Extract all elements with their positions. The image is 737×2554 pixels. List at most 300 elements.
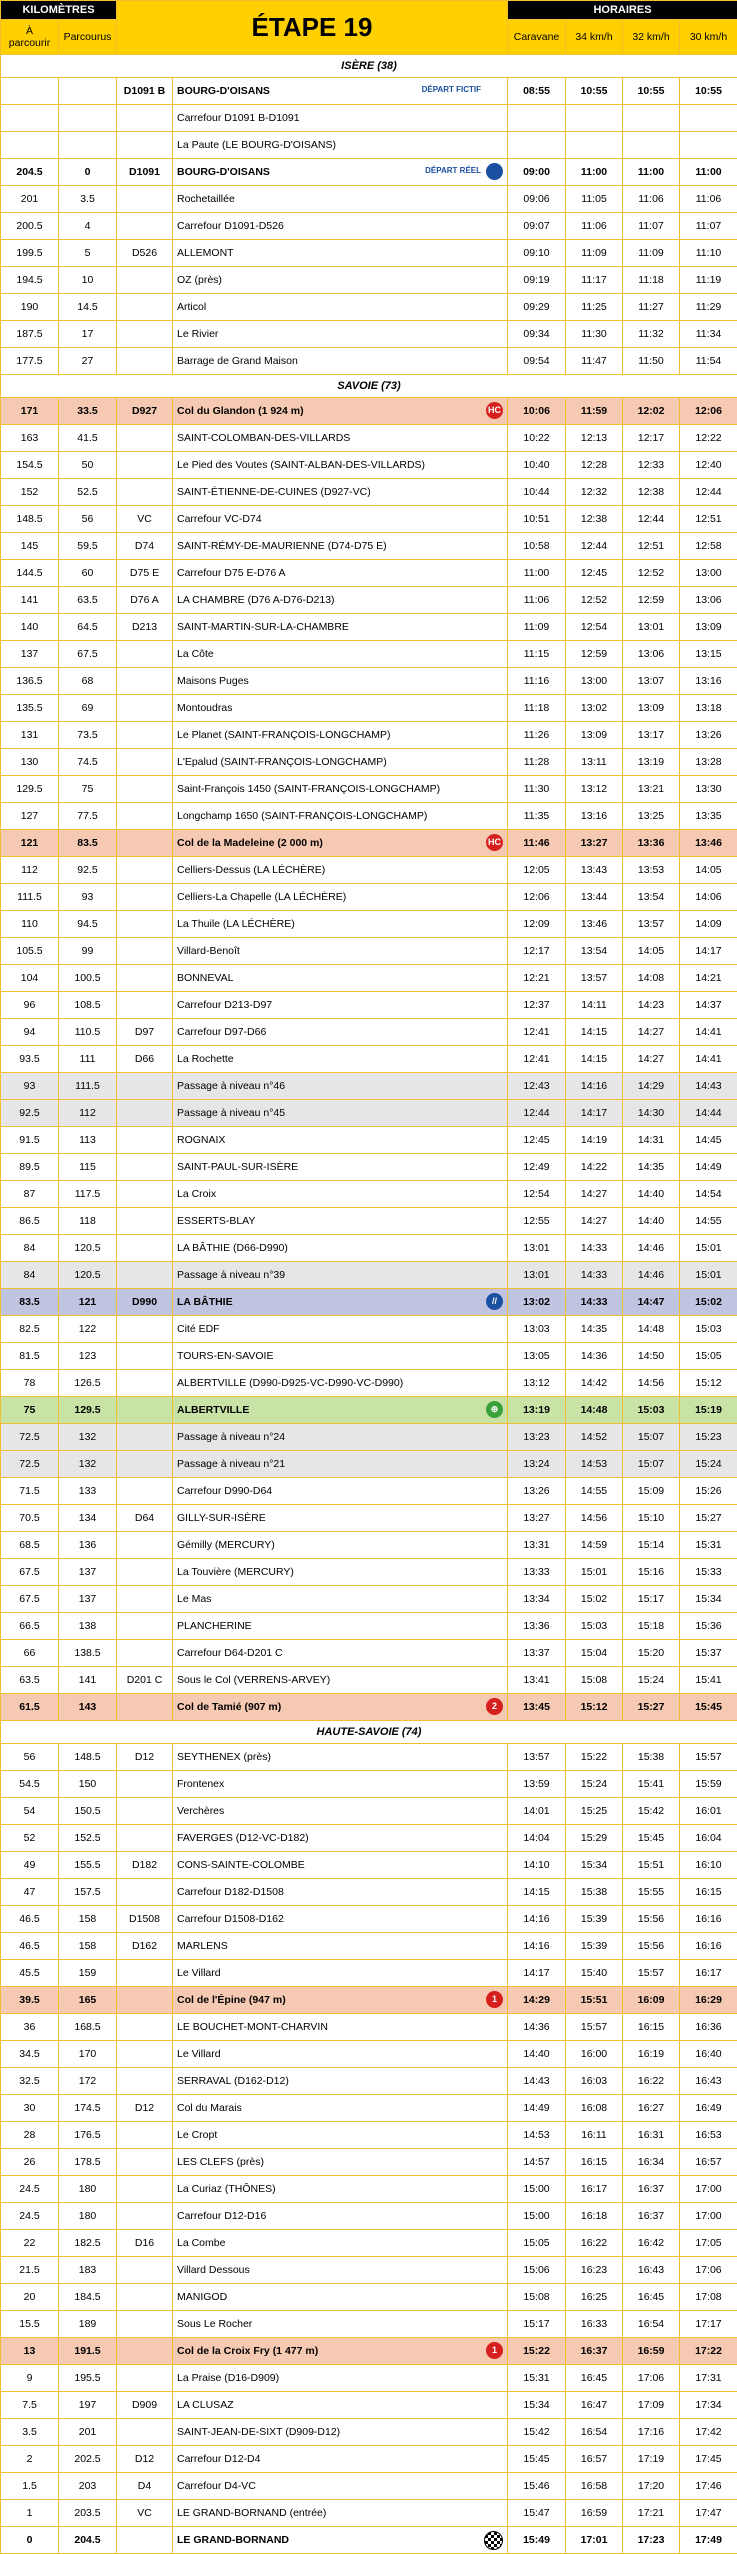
time-30kmh: 14:55 — [680, 1208, 737, 1235]
road — [117, 1960, 173, 1987]
location — [173, 1613, 508, 1640]
location — [173, 1505, 508, 1532]
itinerary-row — [1, 1262, 737, 1289]
time-caravane: 14:29 — [508, 1987, 566, 2014]
km-remaining: 24.5 — [1, 2203, 59, 2230]
km-done: 77.5 — [59, 803, 117, 830]
time-caravane: 12:44 — [508, 1100, 566, 1127]
time-32kmh: 16:31 — [623, 2122, 680, 2149]
time-caravane: 11:35 — [508, 803, 566, 830]
time-34kmh: 14:22 — [566, 1154, 623, 1181]
itinerary-row — [1, 348, 737, 375]
time-34kmh: 11:30 — [566, 321, 623, 348]
time-30kmh: 14:21 — [680, 965, 737, 992]
location — [173, 1181, 508, 1208]
location-name: Celliers-Dessus (LA LÉCHÈRE) — [177, 864, 325, 876]
itinerary-row — [1, 159, 737, 186]
time-caravane: 13:02 — [508, 1289, 566, 1316]
km-done: 83.5 — [59, 830, 117, 857]
km-done: 155.5 — [59, 1852, 117, 1879]
km-remaining: 190 — [1, 294, 59, 321]
stage-title: ÉTAPE 19 — [117, 1, 508, 55]
time-30kmh: 14:43 — [680, 1073, 737, 1100]
location-name: CONS-SAINTE-COLOMBE — [177, 1859, 305, 1871]
itinerary-row — [1, 2122, 737, 2149]
time-30kmh: 16:17 — [680, 1960, 737, 1987]
km-remaining: 81.5 — [1, 1343, 59, 1370]
time-caravane: 13:12 — [508, 1370, 566, 1397]
itinerary-row — [1, 452, 737, 479]
time-34kmh: 12:59 — [566, 641, 623, 668]
itinerary-row — [1, 2392, 737, 2419]
time-caravane: 15:00 — [508, 2176, 566, 2203]
road — [117, 2203, 173, 2230]
time-caravane: 10:22 — [508, 425, 566, 452]
road — [117, 2176, 173, 2203]
km-remaining: 129.5 — [1, 776, 59, 803]
location-name: La Rochette — [177, 1053, 234, 1065]
location-name: Passage à niveau n°21 — [177, 1458, 285, 1470]
time-caravane: 12:41 — [508, 1019, 566, 1046]
km-remaining: 49 — [1, 1852, 59, 1879]
location-name: Carrefour D97-D66 — [177, 1026, 266, 1038]
location — [173, 830, 508, 857]
road — [117, 803, 173, 830]
itinerary-row — [1, 2176, 737, 2203]
location — [173, 533, 508, 560]
time-34kmh: 14:27 — [566, 1181, 623, 1208]
km-done: 120.5 — [59, 1235, 117, 1262]
km-done: 172 — [59, 2068, 117, 2095]
location — [173, 965, 508, 992]
time-32kmh: 10:55 — [623, 78, 680, 105]
time-34kmh: 15:24 — [566, 1771, 623, 1798]
location-name: Carrefour VC-D74 — [177, 513, 262, 525]
time-30kmh: 11:07 — [680, 213, 737, 240]
location-name: SERRAVAL (D162-D12) — [177, 2075, 289, 2087]
time-30kmh: 13:06 — [680, 587, 737, 614]
road: D182 — [117, 1852, 173, 1879]
time-30kmh: 16:15 — [680, 1879, 737, 1906]
km-done: 204.5 — [59, 2527, 117, 2554]
location — [173, 1667, 508, 1694]
location — [173, 2527, 508, 2554]
itinerary-row — [1, 749, 737, 776]
time-30kmh: 15:36 — [680, 1613, 737, 1640]
location — [173, 668, 508, 695]
time-32kmh: 15:14 — [623, 1532, 680, 1559]
time-32kmh: 14:30 — [623, 1100, 680, 1127]
itinerary-row — [1, 587, 737, 614]
location-name: LE GRAND-BORNAND (entrée) — [177, 2507, 326, 2519]
location — [173, 186, 508, 213]
km-done: 4 — [59, 213, 117, 240]
itinerary-row — [1, 2149, 737, 2176]
location — [173, 614, 508, 641]
location — [173, 857, 508, 884]
time-caravane: 11:30 — [508, 776, 566, 803]
road: D526 — [117, 240, 173, 267]
time-34kmh: 11:17 — [566, 267, 623, 294]
time-32kmh: 15:51 — [623, 1852, 680, 1879]
time-caravane: 13:41 — [508, 1667, 566, 1694]
km-done: 94.5 — [59, 911, 117, 938]
km-remaining: 121 — [1, 830, 59, 857]
itinerary-row — [1, 1798, 737, 1825]
time-32kmh: 15:18 — [623, 1613, 680, 1640]
km-remaining: 92.5 — [1, 1100, 59, 1127]
time-32kmh: 16:43 — [623, 2257, 680, 2284]
km-remaining: 54 — [1, 1798, 59, 1825]
time-30kmh: 17:42 — [680, 2419, 737, 2446]
location-name: SAINT-PAUL-SUR-ISÈRE — [177, 1161, 298, 1173]
time-30kmh: 14:54 — [680, 1181, 737, 1208]
km-done: 170 — [59, 2041, 117, 2068]
time-34kmh: 15:34 — [566, 1852, 623, 1879]
location — [173, 2500, 508, 2527]
road: D74 — [117, 533, 173, 560]
location-name: LES CLEFS (près) — [177, 2156, 264, 2168]
location — [173, 1771, 508, 1798]
time-32kmh — [623, 105, 680, 132]
km-remaining: 94 — [1, 1019, 59, 1046]
time-34kmh: 11:59 — [566, 398, 623, 425]
time-caravane: 10:44 — [508, 479, 566, 506]
climb-cat1-icon: 1 — [486, 1991, 503, 2008]
location-name: Barrage de Grand Maison — [177, 355, 298, 367]
road — [117, 425, 173, 452]
itinerary-row — [1, 695, 737, 722]
itinerary-row — [1, 992, 737, 1019]
road — [117, 132, 173, 159]
time-32kmh: 16:37 — [623, 2176, 680, 2203]
time-32kmh: 11:07 — [623, 213, 680, 240]
time-caravane: 14:43 — [508, 2068, 566, 2095]
time-caravane: 11:18 — [508, 695, 566, 722]
itinerary-row — [1, 1825, 737, 1852]
km-remaining: 75 — [1, 1397, 59, 1424]
time-30kmh: 16:01 — [680, 1798, 737, 1825]
itinerary-row — [1, 2203, 737, 2230]
road — [117, 294, 173, 321]
time-34kmh — [566, 132, 623, 159]
km-done: 67.5 — [59, 641, 117, 668]
location-name: MANIGOD — [177, 2291, 227, 2303]
time-caravane: 13:36 — [508, 1613, 566, 1640]
itinerary-row — [1, 398, 737, 425]
location — [173, 695, 508, 722]
time-32kmh: 15:24 — [623, 1667, 680, 1694]
time-30kmh: 14:44 — [680, 1100, 737, 1127]
time-32kmh: 15:45 — [623, 1825, 680, 1852]
time-32kmh: 15:10 — [623, 1505, 680, 1532]
itinerary-row — [1, 2365, 737, 2392]
time-30kmh: 16:29 — [680, 1987, 737, 2014]
time-30kmh: 17:00 — [680, 2203, 737, 2230]
location-name: GILLY-SUR-ISÈRE — [177, 1512, 266, 1524]
time-caravane: 09:19 — [508, 267, 566, 294]
km-remaining: 131 — [1, 722, 59, 749]
section-header — [1, 55, 737, 78]
horaires-header: HORAIRES — [508, 1, 737, 20]
itinerary-row — [1, 1532, 737, 1559]
km-remaining: 104 — [1, 965, 59, 992]
time-32kmh: 11:00 — [623, 159, 680, 186]
time-caravane: 13:03 — [508, 1316, 566, 1343]
road — [117, 452, 173, 479]
time-30kmh: 15:24 — [680, 1451, 737, 1478]
itinerary-row — [1, 1586, 737, 1613]
time-30kmh: 17:06 — [680, 2257, 737, 2284]
itinerary-row — [1, 425, 737, 452]
km-remaining: 66.5 — [1, 1613, 59, 1640]
km-remaining: 20 — [1, 2284, 59, 2311]
feed-zone-icon: ⊕ — [486, 1401, 503, 1418]
km-done: 60 — [59, 560, 117, 587]
section-label: ISÈRE (38) — [1, 55, 737, 78]
time-34kmh: 12:44 — [566, 533, 623, 560]
location — [173, 240, 508, 267]
time-34kmh: 11:05 — [566, 186, 623, 213]
time-32kmh: 17:16 — [623, 2419, 680, 2446]
time-32kmh: 16:09 — [623, 1987, 680, 2014]
itinerary-row — [1, 2446, 737, 2473]
location-name: Cité EDF — [177, 1323, 220, 1335]
location-name: BOURG-D'OISANS — [177, 166, 270, 178]
location-name: Passage à niveau n°45 — [177, 1107, 285, 1119]
km-remaining: 82.5 — [1, 1316, 59, 1343]
km-remaining: 26 — [1, 2149, 59, 2176]
time-34kmh: 16:22 — [566, 2230, 623, 2257]
location-name: Montoudras — [177, 702, 232, 714]
km-done: 41.5 — [59, 425, 117, 452]
time-30kmh: 14:37 — [680, 992, 737, 1019]
location-name: Le Villard — [177, 2048, 221, 2060]
location — [173, 2149, 508, 2176]
time-32kmh: 13:25 — [623, 803, 680, 830]
location-name: La Paute (LE BOURG-D'OISANS) — [177, 139, 336, 151]
road — [117, 2122, 173, 2149]
location-name: La Praise (D16-D909) — [177, 2372, 279, 2384]
time-32kmh: 15:42 — [623, 1798, 680, 1825]
location — [173, 641, 508, 668]
location — [173, 2257, 508, 2284]
time-32kmh: 15:17 — [623, 1586, 680, 1613]
itinerary-row — [1, 1235, 737, 1262]
time-30kmh: 13:18 — [680, 695, 737, 722]
time-32kmh: 15:16 — [623, 1559, 680, 1586]
time-caravane: 14:16 — [508, 1933, 566, 1960]
time-caravane: 09:54 — [508, 348, 566, 375]
time-30kmh: 15:19 — [680, 1397, 737, 1424]
time-30kmh: 13:28 — [680, 749, 737, 776]
time-34kmh: 15:29 — [566, 1825, 623, 1852]
location — [173, 348, 508, 375]
time-32kmh: 14:50 — [623, 1343, 680, 1370]
location — [173, 1019, 508, 1046]
location-name: La Côte — [177, 648, 214, 660]
time-caravane: 11:06 — [508, 587, 566, 614]
itinerary-row — [1, 803, 737, 830]
km-done: 201 — [59, 2419, 117, 2446]
itinerary-row — [1, 2338, 737, 2365]
time-caravane: 13:59 — [508, 1771, 566, 1798]
location-name: SAINT-JEAN-DE-SIXT (D909-D12) — [177, 2426, 340, 2438]
road — [117, 749, 173, 776]
km-remaining: 177.5 — [1, 348, 59, 375]
time-30kmh: 15:23 — [680, 1424, 737, 1451]
location — [173, 267, 508, 294]
road: VC — [117, 2500, 173, 2527]
km-remaining: 0 — [1, 2527, 59, 2554]
km-remaining: 1 — [1, 2500, 59, 2527]
location — [173, 749, 508, 776]
road: D1091 — [117, 159, 173, 186]
km-done: 33.5 — [59, 398, 117, 425]
location-name: OZ (près) — [177, 274, 222, 286]
location — [173, 1879, 508, 1906]
road — [117, 668, 173, 695]
itinerary-rows — [1, 55, 737, 2554]
itinerary-row — [1, 1933, 737, 1960]
location — [173, 321, 508, 348]
km-remaining: 72.5 — [1, 1424, 59, 1451]
itinerary-row — [1, 186, 737, 213]
location-name: Le Mas — [177, 1593, 211, 1605]
km-remaining: 46.5 — [1, 1906, 59, 1933]
time-30kmh: 13:09 — [680, 614, 737, 641]
time-30kmh: 17:31 — [680, 2365, 737, 2392]
location — [173, 1100, 508, 1127]
km-done: 136 — [59, 1532, 117, 1559]
time-caravane: 15:31 — [508, 2365, 566, 2392]
climb-cat1-icon: 1 — [486, 2342, 503, 2359]
road: D76 A — [117, 587, 173, 614]
time-30kmh: 15:05 — [680, 1343, 737, 1370]
road — [117, 1478, 173, 1505]
km-done — [59, 105, 117, 132]
time-34kmh: 15:03 — [566, 1613, 623, 1640]
km-done: 10 — [59, 267, 117, 294]
itinerary-row — [1, 857, 737, 884]
time-caravane: 12:06 — [508, 884, 566, 911]
location — [173, 2446, 508, 2473]
time-32kmh: 16:42 — [623, 2230, 680, 2257]
time-34kmh: 16:58 — [566, 2473, 623, 2500]
road: D12 — [117, 2446, 173, 2473]
time-34kmh: 13:00 — [566, 668, 623, 695]
time-34kmh: 16:03 — [566, 2068, 623, 2095]
location — [173, 1208, 508, 1235]
location-name: La Curiaz (THÔNES) — [177, 2183, 276, 2195]
start-tag: DÉPART RÉEL — [425, 166, 481, 175]
km-remaining: 152 — [1, 479, 59, 506]
time-caravane: 08:55 — [508, 78, 566, 105]
time-34kmh: 13:44 — [566, 884, 623, 911]
road — [117, 2149, 173, 2176]
location — [173, 1073, 508, 1100]
time-34kmh: 15:04 — [566, 1640, 623, 1667]
km-done: 17 — [59, 321, 117, 348]
time-caravane: 13:24 — [508, 1451, 566, 1478]
time-caravane: 10:40 — [508, 452, 566, 479]
road — [117, 695, 173, 722]
road — [117, 479, 173, 506]
time-caravane: 14:16 — [508, 1906, 566, 1933]
time-34kmh: 16:54 — [566, 2419, 623, 2446]
location — [173, 560, 508, 587]
itinerary-row — [1, 1640, 737, 1667]
location-name: Passage à niveau n°39 — [177, 1269, 285, 1281]
road — [117, 348, 173, 375]
km-done: 111.5 — [59, 1073, 117, 1100]
location-name: Le Pied des Voutes (SAINT-ALBAN-DES-VILLARDS) — [177, 459, 425, 471]
time-30kmh: 16:10 — [680, 1852, 737, 1879]
location-name: Sous le Col (VERRENS-ARVEY) — [177, 1674, 330, 1686]
time-34kmh: 16:23 — [566, 2257, 623, 2284]
road — [117, 2068, 173, 2095]
time-caravane: 09:07 — [508, 213, 566, 240]
time-caravane: 13:37 — [508, 1640, 566, 1667]
km-remaining: 200.5 — [1, 213, 59, 240]
itinerary-row — [1, 1154, 737, 1181]
location — [173, 2122, 508, 2149]
road — [117, 1586, 173, 1613]
time-32kmh: 13:21 — [623, 776, 680, 803]
location-name: Carrefour D1508-D162 — [177, 1913, 284, 1925]
time-34kmh: 10:55 — [566, 78, 623, 105]
time-30kmh: 13:30 — [680, 776, 737, 803]
km-done: 202.5 — [59, 2446, 117, 2473]
km-done: 118 — [59, 1208, 117, 1235]
location — [173, 78, 508, 105]
itinerary-row — [1, 1505, 737, 1532]
time-30kmh: 11:34 — [680, 321, 737, 348]
time-30kmh: 14:49 — [680, 1154, 737, 1181]
location — [173, 1906, 508, 1933]
road — [117, 911, 173, 938]
km-done: 113 — [59, 1127, 117, 1154]
location-name: Carrefour D4-VC — [177, 2480, 256, 2492]
time-caravane: 14:53 — [508, 2122, 566, 2149]
location-name: SAINT-COLOMBAN-DES-VILLARDS — [177, 432, 350, 444]
time-32kmh: 14:27 — [623, 1046, 680, 1073]
time-32kmh: 16:54 — [623, 2311, 680, 2338]
time-34kmh: 12:54 — [566, 614, 623, 641]
time-30kmh: 11:06 — [680, 186, 737, 213]
itinerary-row — [1, 1046, 737, 1073]
road — [117, 105, 173, 132]
time-caravane: 11:26 — [508, 722, 566, 749]
road: D213 — [117, 614, 173, 641]
itinerary-row — [1, 668, 737, 695]
km-remaining: 78 — [1, 1370, 59, 1397]
time-32kmh: 11:18 — [623, 267, 680, 294]
itinerary-row — [1, 641, 737, 668]
location-name: SAINT-RÉMY-DE-MAURIENNE (D74-D75 E) — [177, 540, 387, 552]
time-30kmh: 16:49 — [680, 2095, 737, 2122]
location-name: TOURS-EN-SAVOIE — [177, 1350, 273, 1362]
km-done: 59.5 — [59, 533, 117, 560]
location — [173, 2419, 508, 2446]
location-name: BONNEVAL — [177, 972, 233, 984]
km-done: 178.5 — [59, 2149, 117, 2176]
road — [117, 1370, 173, 1397]
time-30kmh: 14:06 — [680, 884, 737, 911]
km-done: 148.5 — [59, 1744, 117, 1771]
location-name: Gémilly (MERCURY) — [177, 1539, 275, 1551]
km-remaining — [1, 105, 59, 132]
